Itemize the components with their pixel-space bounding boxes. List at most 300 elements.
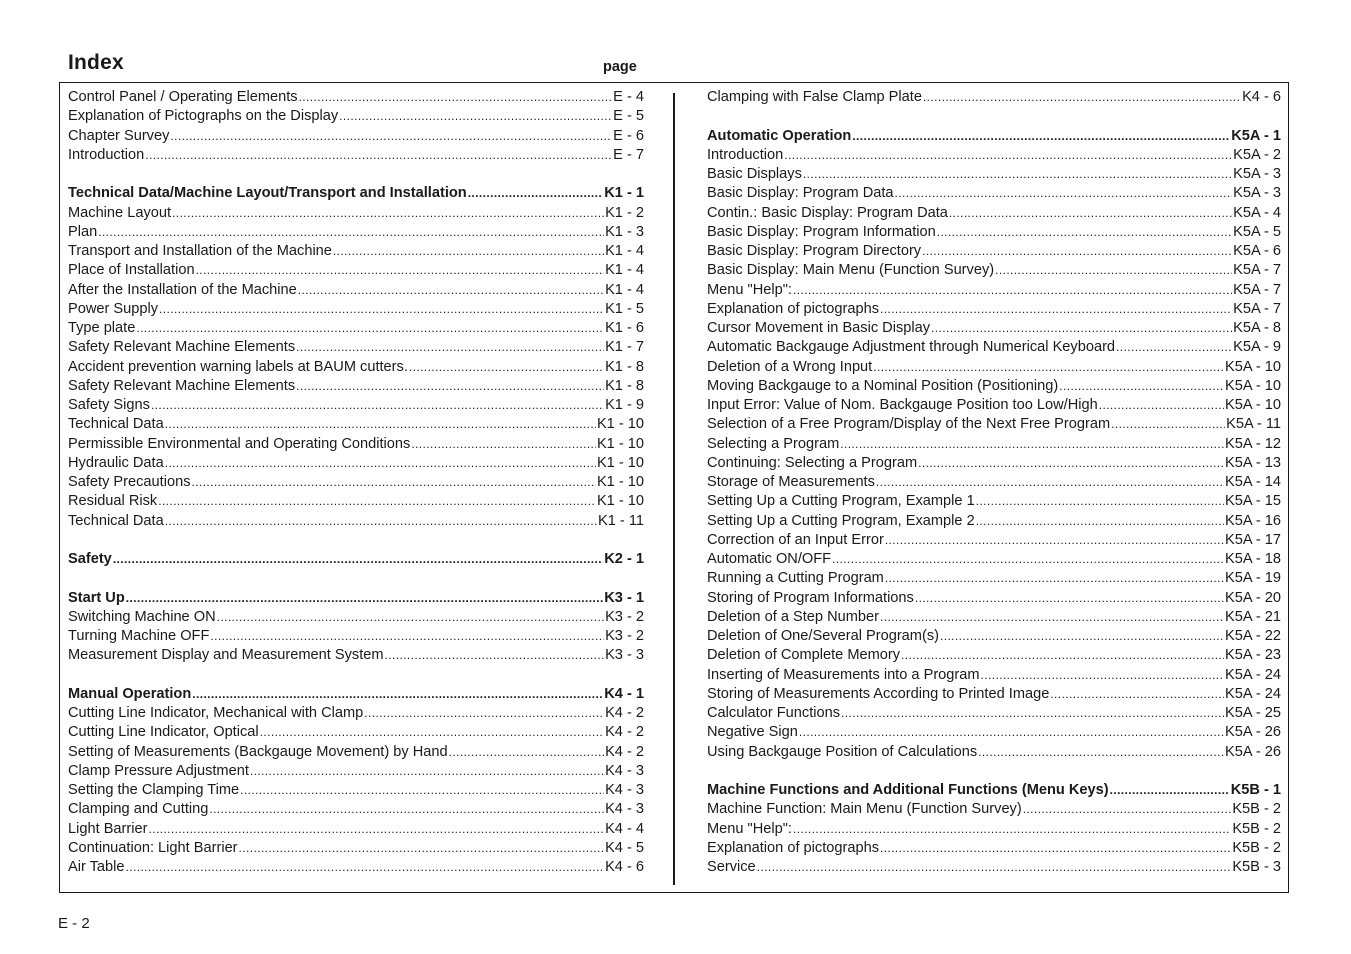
entry-page: K5A - 9: [1233, 339, 1281, 356]
index-left-column: [68, 88, 644, 877]
dot-leader: [364, 704, 604, 723]
entry-page: K5A - 4: [1233, 204, 1281, 221]
entry-title: Type plate: [68, 320, 136, 336]
entry-page: K5B - 3: [1232, 859, 1281, 875]
index-entry: [707, 473, 1281, 492]
index-entry: [68, 820, 644, 839]
entry-page: K5A - 19: [1225, 570, 1281, 587]
index-entry: [707, 589, 1281, 608]
dot-leader: [409, 358, 604, 377]
entry-page: K5A - 3: [1233, 185, 1281, 202]
index-entry: [707, 319, 1281, 338]
entry-page: K5A - 7: [1233, 300, 1281, 317]
entry-page: K5A - 24: [1225, 666, 1281, 683]
index-entry: [68, 281, 644, 300]
dot-leader: [1099, 396, 1224, 415]
index-section-heading: [68, 589, 644, 608]
entry-page: K5A - 11: [1226, 416, 1281, 433]
dot-leader: [1050, 685, 1224, 704]
dot-leader: [880, 300, 1232, 319]
entry-page: K5A - 22: [1225, 628, 1281, 644]
index-entry: [68, 743, 644, 762]
dot-leader: [385, 646, 605, 665]
dot-leader: [1116, 338, 1232, 357]
dot-leader: [158, 492, 596, 511]
dot-leader: [880, 608, 1224, 627]
entry-page: K1 - 2: [605, 204, 644, 221]
dot-leader: [885, 531, 1224, 550]
dot-leader: [1023, 800, 1232, 819]
entry-page: K5A - 15: [1225, 493, 1281, 510]
dot-leader: [449, 743, 604, 762]
entry-page: K1 - 10: [596, 454, 644, 471]
index-entry: [707, 454, 1281, 473]
dot-leader: [784, 146, 1232, 165]
entry-page: K1 - 10: [596, 474, 644, 490]
index-entry: [68, 127, 644, 146]
entry-title: Selection of a Free Program/Display of the Next Free Program: [707, 416, 1111, 433]
dot-leader: [468, 184, 604, 203]
index-entry: [707, 88, 1281, 107]
dot-leader: [799, 723, 1224, 742]
dot-leader: [149, 820, 605, 839]
entry-title: Setting Up a Cutting Program, Example 1: [707, 493, 975, 510]
index-entry: [707, 358, 1281, 377]
index-right-column: [707, 88, 1281, 877]
page-column-label: page: [603, 59, 637, 75]
entry-title: Service: [707, 859, 756, 875]
entry-title: After the Installation of the Machine: [68, 281, 297, 298]
index-entry: [707, 204, 1281, 223]
entry-title: Machine Layout: [68, 204, 172, 221]
dot-leader: [260, 723, 604, 742]
index-entry: [707, 184, 1281, 203]
entry-title: Running a Cutting Program: [707, 570, 884, 587]
entry-title: Safety Signs: [68, 397, 150, 413]
section-spacer: [68, 569, 644, 588]
section-spacer: [68, 531, 644, 550]
index-entry: [707, 261, 1281, 280]
entry-title: Start Up: [68, 589, 125, 606]
entry-page: K5A - 12: [1225, 435, 1281, 452]
entry-title: Introduction: [707, 146, 784, 163]
entry-title: Deletion of Complete Memory: [707, 647, 901, 664]
entry-title: Basic Displays: [707, 166, 802, 182]
entry-title: Deletion of a Step Number: [707, 608, 879, 625]
entry-page: K1 - 9: [605, 397, 644, 413]
dot-leader: [840, 435, 1224, 454]
dot-leader: [411, 435, 596, 454]
entry-title: Setting of Measurements (Backgauge Movement) by Hand: [68, 743, 448, 760]
dot-leader: [937, 223, 1232, 242]
entry-title: Manual Operation: [68, 685, 192, 702]
dot-leader: [136, 319, 604, 338]
index-entry: [707, 627, 1281, 646]
index-section-heading: [707, 781, 1281, 800]
index-entry: [707, 858, 1281, 877]
entry-title: Explanation of pictographs: [707, 839, 879, 856]
dot-leader: [976, 492, 1224, 511]
entry-title: Automatic Operation: [707, 127, 852, 144]
entry-title: Technical Data: [68, 512, 164, 529]
index-entry: [707, 743, 1281, 762]
entry-title: Explanation of Pictographs on the Display: [68, 108, 339, 125]
index-entry: [68, 261, 644, 280]
entry-title: Storing of Program Informations: [707, 589, 914, 606]
entry-page: K5A - 5: [1233, 223, 1281, 240]
entry-title: Light Barrier: [68, 820, 148, 837]
dot-leader: [803, 165, 1232, 184]
entry-title: Setting the Clamping Time: [68, 782, 240, 798]
index-entry: [68, 300, 644, 319]
entry-title: Inserting of Measurements into a Program: [707, 666, 980, 683]
entry-title: Storage of Measurements: [707, 474, 875, 490]
entry-page: K3 - 1: [604, 589, 644, 606]
index-entry: [707, 569, 1281, 588]
entry-page: K5A - 1: [1231, 127, 1281, 144]
dot-leader: [915, 589, 1224, 608]
index-entry: [68, 88, 644, 107]
entry-page: K2 - 1: [604, 551, 644, 567]
index-entry: [68, 627, 644, 646]
index-entry: [68, 146, 644, 165]
index-entry: [707, 396, 1281, 415]
section-spacer: [707, 762, 1281, 781]
dot-leader: [126, 589, 603, 608]
index-entry: [68, 396, 644, 415]
entry-page: K1 - 4: [605, 262, 644, 279]
entry-page: K1 - 11: [598, 512, 644, 529]
entry-page: K5A - 24: [1225, 685, 1281, 702]
index-entry: [707, 723, 1281, 742]
entry-page: K1 - 10: [596, 493, 644, 510]
dot-leader: [923, 88, 1241, 107]
dot-leader: [949, 204, 1232, 223]
index-entry: [68, 858, 644, 877]
entry-title: Plan: [68, 223, 98, 240]
dot-leader: [1059, 377, 1224, 396]
index-entry: [707, 146, 1281, 165]
dot-leader: [978, 743, 1224, 762]
dot-leader: [165, 415, 596, 434]
page-number: E - 2: [58, 915, 90, 932]
index-entry: [68, 454, 644, 473]
entry-page: K5A - 20: [1225, 589, 1281, 606]
entry-page: K4 - 2: [605, 724, 644, 741]
entry-title: Moving Backgauge to a Nominal Position (Positioning): [707, 377, 1059, 394]
entry-page: K5A - 26: [1225, 743, 1281, 760]
entry-title: Measurement Display and Measurement System: [68, 647, 384, 664]
dot-leader: [995, 261, 1232, 280]
entry-page: K5A - 8: [1233, 320, 1281, 336]
entry-title: Menu "Help":: [707, 281, 792, 298]
dot-leader: [239, 839, 605, 858]
entry-page: K4 - 3: [605, 801, 644, 818]
entry-page: K5A - 23: [1225, 647, 1281, 664]
entry-page: K5B - 2: [1232, 801, 1281, 818]
dot-leader: [931, 319, 1232, 338]
entry-page: K5A - 13: [1225, 454, 1281, 471]
index-entry: [68, 839, 644, 858]
entry-title: Setting Up a Cutting Program, Example 2: [707, 512, 975, 529]
entry-page: K4 - 1: [604, 685, 644, 702]
dot-leader: [1110, 781, 1230, 800]
dot-leader: [940, 627, 1224, 646]
entry-title: Input Error: Value of Nom. Backgauge Position too Low/High: [707, 397, 1098, 413]
dot-leader: [981, 666, 1224, 685]
entry-title: Cutting Line Indicator, Optical: [68, 724, 259, 741]
entry-title: Introduction: [68, 146, 145, 163]
entry-page: K4 - 6: [1242, 89, 1281, 105]
entry-title: Continuation: Light Barrier: [68, 839, 238, 856]
index-entry: [707, 646, 1281, 665]
entry-title: Place of Installation: [68, 262, 195, 279]
entry-page: K5A - 16: [1225, 512, 1281, 529]
dot-leader: [217, 608, 604, 627]
entry-title: Machine Function: Main Menu (Function Survey): [707, 801, 1022, 818]
entry-title: Safety Relevant Machine Elements: [68, 339, 296, 356]
index-entry: [707, 492, 1281, 511]
entry-page: K1 - 5: [605, 300, 644, 317]
entry-title: Machine Functions and Additional Functions (Menu Keys): [707, 782, 1109, 798]
dot-leader: [873, 358, 1224, 377]
index-section-heading: [68, 184, 644, 203]
entry-page: K1 - 8: [605, 377, 644, 394]
dot-leader: [901, 646, 1224, 665]
entry-page: K1 - 3: [605, 223, 644, 240]
dot-leader: [170, 127, 612, 146]
index-entry: [707, 839, 1281, 858]
entry-title: Contin.: Basic Display: Program Data: [707, 204, 948, 221]
index-entry: [68, 473, 644, 492]
entry-title: Selecting a Program: [707, 435, 840, 452]
dot-leader: [192, 685, 603, 704]
dot-leader: [196, 261, 605, 280]
dot-leader: [895, 184, 1233, 203]
entry-page: K4 - 4: [605, 820, 644, 837]
entry-page: K5A - 18: [1225, 551, 1281, 567]
entry-title: Basic Display: Program Data: [707, 185, 894, 202]
entry-page: K1 - 4: [605, 243, 644, 259]
entry-page: K5A - 7: [1233, 281, 1281, 298]
dot-leader: [299, 88, 613, 107]
dot-leader: [339, 107, 612, 126]
dot-leader: [159, 300, 604, 319]
entry-page: K5A - 21: [1225, 608, 1281, 625]
dot-leader: [250, 762, 604, 781]
entry-page: K5A - 10: [1225, 358, 1281, 375]
entry-page: K1 - 8: [605, 358, 644, 375]
entry-page: K5A - 14: [1225, 474, 1281, 490]
entry-page: K5A - 10: [1225, 377, 1281, 394]
entry-page: K5A - 17: [1225, 531, 1281, 548]
entry-page: K3 - 2: [605, 628, 644, 644]
index-entry: [707, 300, 1281, 319]
entry-title: Cursor Movement in Basic Display: [707, 320, 931, 336]
column-divider: [673, 93, 675, 885]
entry-page: E - 6: [613, 127, 644, 144]
dot-leader: [192, 473, 596, 492]
entry-title: Continuing: Selecting a Program: [707, 454, 918, 471]
index-entry: [68, 223, 644, 242]
index-entry: [68, 358, 644, 377]
dot-leader: [757, 858, 1232, 877]
index-entry: [707, 281, 1281, 300]
entry-page: K5A - 7: [1233, 262, 1281, 279]
entry-title: Accident prevention warning labels at BAUM cutters.: [68, 358, 408, 375]
entry-page: K3 - 3: [605, 647, 644, 664]
entry-title: Basic Display: Program Directory: [707, 243, 922, 259]
index-entry: [707, 800, 1281, 819]
index-entry: [68, 242, 644, 261]
dot-leader: [165, 454, 596, 473]
index-entry: [707, 223, 1281, 242]
index-entry: [68, 377, 644, 396]
section-spacer: [68, 165, 644, 184]
dot-leader: [885, 569, 1224, 588]
entry-page: E - 4: [613, 89, 644, 105]
entry-title: Transport and Installation of the Machine: [68, 243, 332, 259]
index-entry: [68, 338, 644, 357]
entry-page: K5A - 26: [1225, 724, 1281, 741]
dot-leader: [976, 512, 1224, 531]
entry-page: K4 - 5: [605, 839, 644, 856]
dot-leader: [922, 242, 1232, 261]
entry-title: Basic Display: Main Menu (Function Survey): [707, 262, 995, 279]
entry-title: Hydraulic Data: [68, 454, 164, 471]
entry-title: Residual Risk: [68, 493, 158, 510]
dot-leader: [296, 338, 604, 357]
index-entry: [707, 550, 1281, 569]
dot-leader: [210, 627, 604, 646]
section-spacer: [68, 666, 644, 685]
index-entry: [707, 704, 1281, 723]
index-entry: [707, 338, 1281, 357]
entry-page: K5A - 10: [1225, 397, 1281, 413]
entry-title: Safety Precautions: [68, 474, 191, 490]
dot-leader: [240, 781, 604, 800]
index-entry: [68, 492, 644, 511]
index-entry: [68, 435, 644, 454]
dot-leader: [151, 396, 604, 415]
entry-page: K1 - 6: [605, 320, 644, 336]
index-section-heading: [68, 685, 644, 704]
entry-page: K1 - 10: [596, 435, 644, 452]
entry-title: Clamp Pressure Adjustment: [68, 762, 249, 779]
entry-title: Cutting Line Indicator, Mechanical with Clamp: [68, 705, 364, 721]
index-entry: [707, 165, 1281, 184]
entry-title: Chapter Survey: [68, 127, 170, 144]
entry-title: Menu "Help":: [707, 820, 792, 837]
index-section-heading: [707, 127, 1281, 146]
dot-leader: [209, 800, 604, 819]
dot-leader: [165, 512, 597, 531]
index-entry: [68, 723, 644, 742]
entry-title: Safety Relevant Machine Elements: [68, 377, 296, 394]
index-entry: [68, 415, 644, 434]
entry-title: Deletion of One/Several Program(s): [707, 628, 939, 644]
index-entry: [707, 377, 1281, 396]
entry-title: Calculator Functions: [707, 705, 841, 721]
dot-leader: [918, 454, 1224, 473]
entry-page: K4 - 6: [605, 859, 644, 875]
dot-leader: [126, 858, 605, 877]
entry-title: Automatic ON/OFF: [707, 551, 832, 567]
entry-page: K1 - 1: [604, 185, 644, 202]
entry-page: K4 - 3: [605, 762, 644, 779]
index-entry: [68, 204, 644, 223]
entry-title: Explanation of pictographs: [707, 300, 879, 317]
dot-leader: [296, 377, 604, 396]
index-entry: [68, 512, 644, 531]
dot-leader: [793, 281, 1232, 300]
dot-leader: [793, 820, 1231, 839]
entry-title: Automatic Backgauge Adjustment through Numerical Keyboard: [707, 339, 1116, 356]
dot-leader: [333, 242, 604, 261]
index-entry: [707, 415, 1281, 434]
index-entry: [707, 820, 1281, 839]
entry-page: K3 - 2: [605, 608, 644, 625]
dot-leader: [298, 281, 604, 300]
entry-title: Deletion of a Wrong Input: [707, 358, 873, 375]
dot-leader: [880, 839, 1231, 858]
index-entry: [68, 608, 644, 627]
page-title: Index: [68, 51, 124, 74]
entry-title: Switching Machine ON: [68, 608, 216, 625]
index-entry: [707, 608, 1281, 627]
entry-page: K5A - 6: [1233, 243, 1281, 259]
entry-title: Turning Machine OFF: [68, 628, 210, 644]
entry-title: Air Table: [68, 859, 125, 875]
section-spacer: [707, 107, 1281, 126]
entry-page: K4 - 3: [605, 782, 644, 798]
entry-page: K1 - 7: [605, 339, 644, 356]
entry-page: K5A - 3: [1233, 166, 1281, 182]
index-entry: [68, 646, 644, 665]
index-entry: [68, 704, 644, 723]
dot-leader: [1111, 415, 1225, 434]
entry-title: Technical Data/Machine Layout/Transport and Installation: [68, 185, 467, 202]
entry-page: E - 5: [613, 108, 644, 125]
dot-leader: [832, 550, 1224, 569]
dot-leader: [841, 704, 1224, 723]
entry-page: K4 - 2: [605, 705, 644, 721]
index-entry: [68, 107, 644, 126]
entry-title: Safety: [68, 551, 112, 567]
entry-page: K5A - 2: [1233, 146, 1281, 163]
dot-leader: [172, 204, 604, 223]
entry-page: K5B - 1: [1230, 782, 1281, 798]
index-entry: [707, 685, 1281, 704]
index-entry: [707, 666, 1281, 685]
dot-leader: [145, 146, 612, 165]
entry-title: Permissible Environmental and Operating Conditions: [68, 435, 411, 452]
entry-page: K5A - 25: [1225, 705, 1281, 721]
entry-title: Clamping and Cutting: [68, 801, 209, 818]
index-entry: [68, 781, 644, 800]
entry-page: K4 - 2: [605, 743, 644, 760]
dot-leader: [113, 550, 603, 569]
entry-title: Clamping with False Clamp Plate: [707, 89, 922, 105]
index-entry: [707, 435, 1281, 454]
index-entry: [68, 319, 644, 338]
index-entry: [707, 512, 1281, 531]
entry-title: Correction of an Input Error: [707, 531, 884, 548]
entry-page: E - 7: [613, 146, 644, 163]
dot-leader: [876, 473, 1224, 492]
index-entry: [68, 762, 644, 781]
index-section-heading: [68, 550, 644, 569]
